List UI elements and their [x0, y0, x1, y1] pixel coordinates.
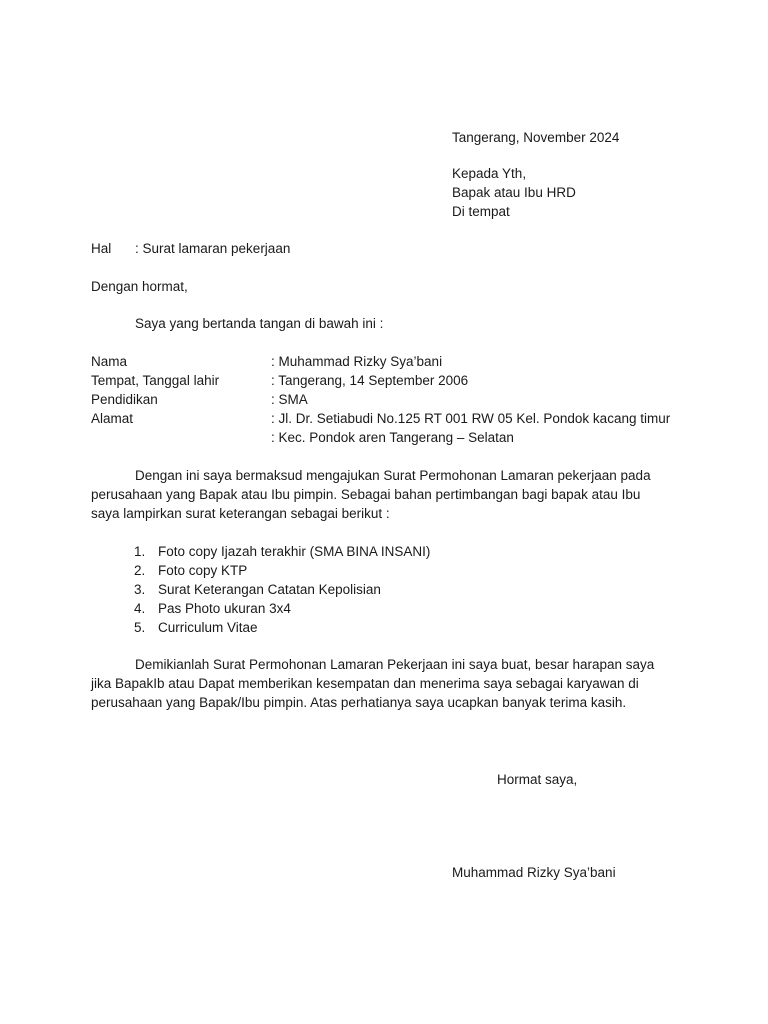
list-text: Surat Keterangan Catatan Kepolisian [158, 582, 381, 597]
recipient-line-2: Bapak atau Ibu HRD [452, 185, 576, 200]
list-item [134, 542, 430, 561]
identity-key: Alamat [91, 411, 134, 426]
subject-label: Hal [91, 241, 112, 256]
closing-line: perusahaan yang Bapak/Ibu pimpin. Atas perhatianya saya ucapkan banyak terima kasih. [91, 695, 627, 710]
list-text: Curriculum Vitae [158, 620, 258, 635]
body-line: perusahaan yang Bapak atau Ibu pimpin. Sebagai bahan pertimbangan bagi bapak atau Ibu [91, 487, 641, 502]
list-number: 5. [134, 620, 146, 635]
list-item [134, 618, 430, 637]
identity-row [91, 352, 670, 371]
attachment-list [134, 542, 430, 637]
closing-paragraph [91, 655, 671, 712]
subject-line [91, 239, 290, 258]
list-text: Foto copy KTP [158, 563, 248, 578]
list-text: Foto copy Ijazah terakhir (SMA BINA INSANI) [158, 544, 431, 559]
recipient-line-3: Di tempat [452, 204, 510, 219]
closing-line: jika BapakIb atau Dapat memberikan kesempatan dan menerima saya sebagai karyawan di [91, 676, 639, 691]
identity-key: Pendidikan [91, 392, 158, 407]
identity-value: : Tangerang, 14 September 2006 [271, 373, 469, 388]
list-item [134, 561, 430, 580]
identity-value: : SMA [271, 392, 308, 407]
identity-value: : Muhammad Rizky Sya’bani [271, 354, 443, 369]
identity-row [91, 390, 670, 409]
body-paragraph [91, 466, 671, 523]
list-item [134, 599, 430, 618]
body-line: saya lampirkan surat keterangan sebagai berikut : [91, 506, 390, 521]
place-date: Tangerang, November 2024 [452, 130, 620, 145]
subject-value: : Surat lamaran pekerjaan [135, 241, 291, 256]
closing-salutation: Hormat saya, [497, 772, 578, 787]
identity-table [91, 352, 670, 447]
closing-line: Demikianlah Surat Permohonan Lamaran Pekerjaan ini saya buat, besar harapan saya [135, 657, 655, 672]
identity-key [91, 428, 271, 447]
identity-key: Nama [91, 354, 128, 369]
signer-name: Muhammad Rizky Sya’bani [452, 865, 616, 880]
list-text: Pas Photo ukuran 3x4 [158, 601, 291, 616]
list-item [134, 580, 430, 599]
identity-row [91, 409, 670, 428]
identity-row [91, 428, 670, 447]
intro-text: Saya yang bertanda tangan di bawah ini : [135, 316, 384, 331]
list-number: 4. [134, 601, 146, 616]
identity-key: Tempat, Tanggal lahir [91, 373, 220, 388]
list-number: 1. [134, 544, 146, 559]
identity-value: : Kec. Pondok aren Tangerang – Selatan [271, 430, 514, 445]
greeting: Dengan hormat, [91, 279, 188, 294]
identity-row [91, 371, 670, 390]
body-line: Dengan ini saya bermaksud mengajukan Surat Permohonan Lamaran pekerjaan pada [135, 468, 651, 483]
list-number: 2. [134, 563, 146, 578]
recipient-line-1: Kepada Yth, [452, 166, 527, 181]
identity-value: : Jl. Dr. Setiabudi No.125 RT 001 RW 05 Kel. Pondok kacang timur [271, 411, 671, 426]
list-number: 3. [134, 582, 146, 597]
letter-header [452, 128, 619, 221]
